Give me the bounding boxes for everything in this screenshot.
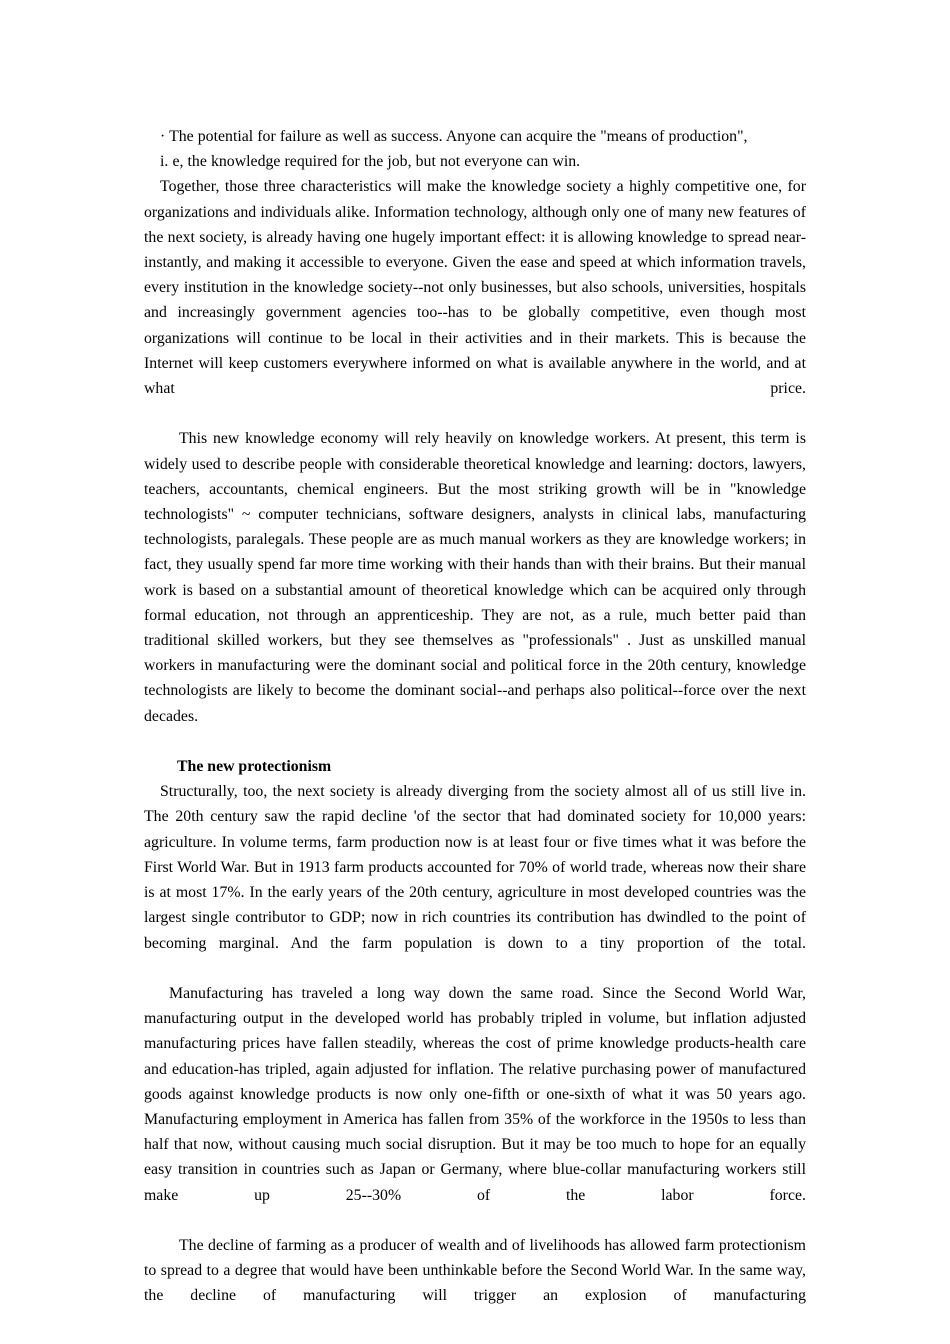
paragraph-together: Together, those three characteristics will make the knowledge society a highly competitive one, for organizations and individuals alike. Information technology, although only one of many new features of the next society, is already having one hugely important effect: it is allowing knowledge to spread near-instantly, and making it accessible to everyone. Given the ease and speed at which information travels, every institution in the knowledge society--not only businesses, but also schools, universities, hospitals and increasingly government agencies too--has to be globally competitive, even though most organizations will continue to be local in their activities and in their markets. This is because the Internet will keep customers everywhere informed on what is available anywhere in the world, and at what price. [144,178,806,398]
paragraph-structurally: Structurally, too, the next society is already diverging from the society almost all of us still live in. The 20th century saw the rapid decline 'of the sector that had dominated society for 10,000 years: agriculture. In volume terms, farm production now is at least four or five times what it was before the First World War. But in 1913 farm products accounted for 70% of world trade, whereas now their share is at most 17%. In the early years of the 20th century, agriculture in most developed countries was the largest single contributor to GDP; now in rich countries its contribution has dwindled to the point of becoming marginal. And the farm population is down to a tiny proportion of the total. [144,783,806,952]
bullet-item-line-2: i. e, the knowledge required for the job, but not everyone can win. [160,153,581,171]
paragraph-knowledge-economy: This new knowledge economy will rely heavily on knowledge workers. At present, this term is widely used to describe people with considerable theoretical knowledge and learning: doctors, lawyers, teachers, accountants, chemical engineers. But the most striking growth will be in "knowledge technologists" ~ computer technicians, software designers, analysts in clinical labs, manufacturing technologists, paralegals. These people are as much manual workers as they are knowledge workers; in fact, they usually spend far more time working with their hands than with their brains. But their manual work is based on a substantial amount of theoretical knowledge which can be acquired only through formal education, not through an apprenticeship. They are not, as a rule, much better paid than traditional skilled workers, but they see themselves as "professionals" . Just as unskilled manual workers in manufacturing were the dominant social and political force in the 20th century, knowledge technologists are likely to become the dominant social--and perhaps also political--force over the next decades. [144,430,806,725]
body-text-column [144,124,806,1334]
paragraph-decline-farming: The decline of farming as a producer of wealth and of livelihoods has allowed farm protectionism to spread to a degree that would have been unthinkable before the Second World War. In the same way, the decline of manufacturing will trigger an explosion of manufacturing [144,1236,806,1305]
section-heading-new-protectionism: The new protectionism [177,758,332,776]
bullet-item-line-1: · The potential for failure as well as success. Anyone can acquire the "means of production", [160,128,748,145]
paragraph-manufacturing: Manufacturing has traveled a long way down the same road. Since the Second World War, manufacturing output in the developed world has probably tripled in volume, but inflation adjusted manufacturing prices have fallen steadily, whereas the cost of prime knowledge products-health care and education-has tripled, again adjusted for inflation. The relative purchasing power of manufactured goods against knowledge products is now only one-fifth or one-sixth of what it was 50 years ago. Manufacturing employment in America has fallen from 35% of the workforce in the 1950s to less than half that now, without causing much social disruption. But it may be too much to hope for an equally easy transition in countries such as Japan or Germany, where blue-collar manufacturing workers still make up 25--30% of the labor force. [144,984,806,1204]
